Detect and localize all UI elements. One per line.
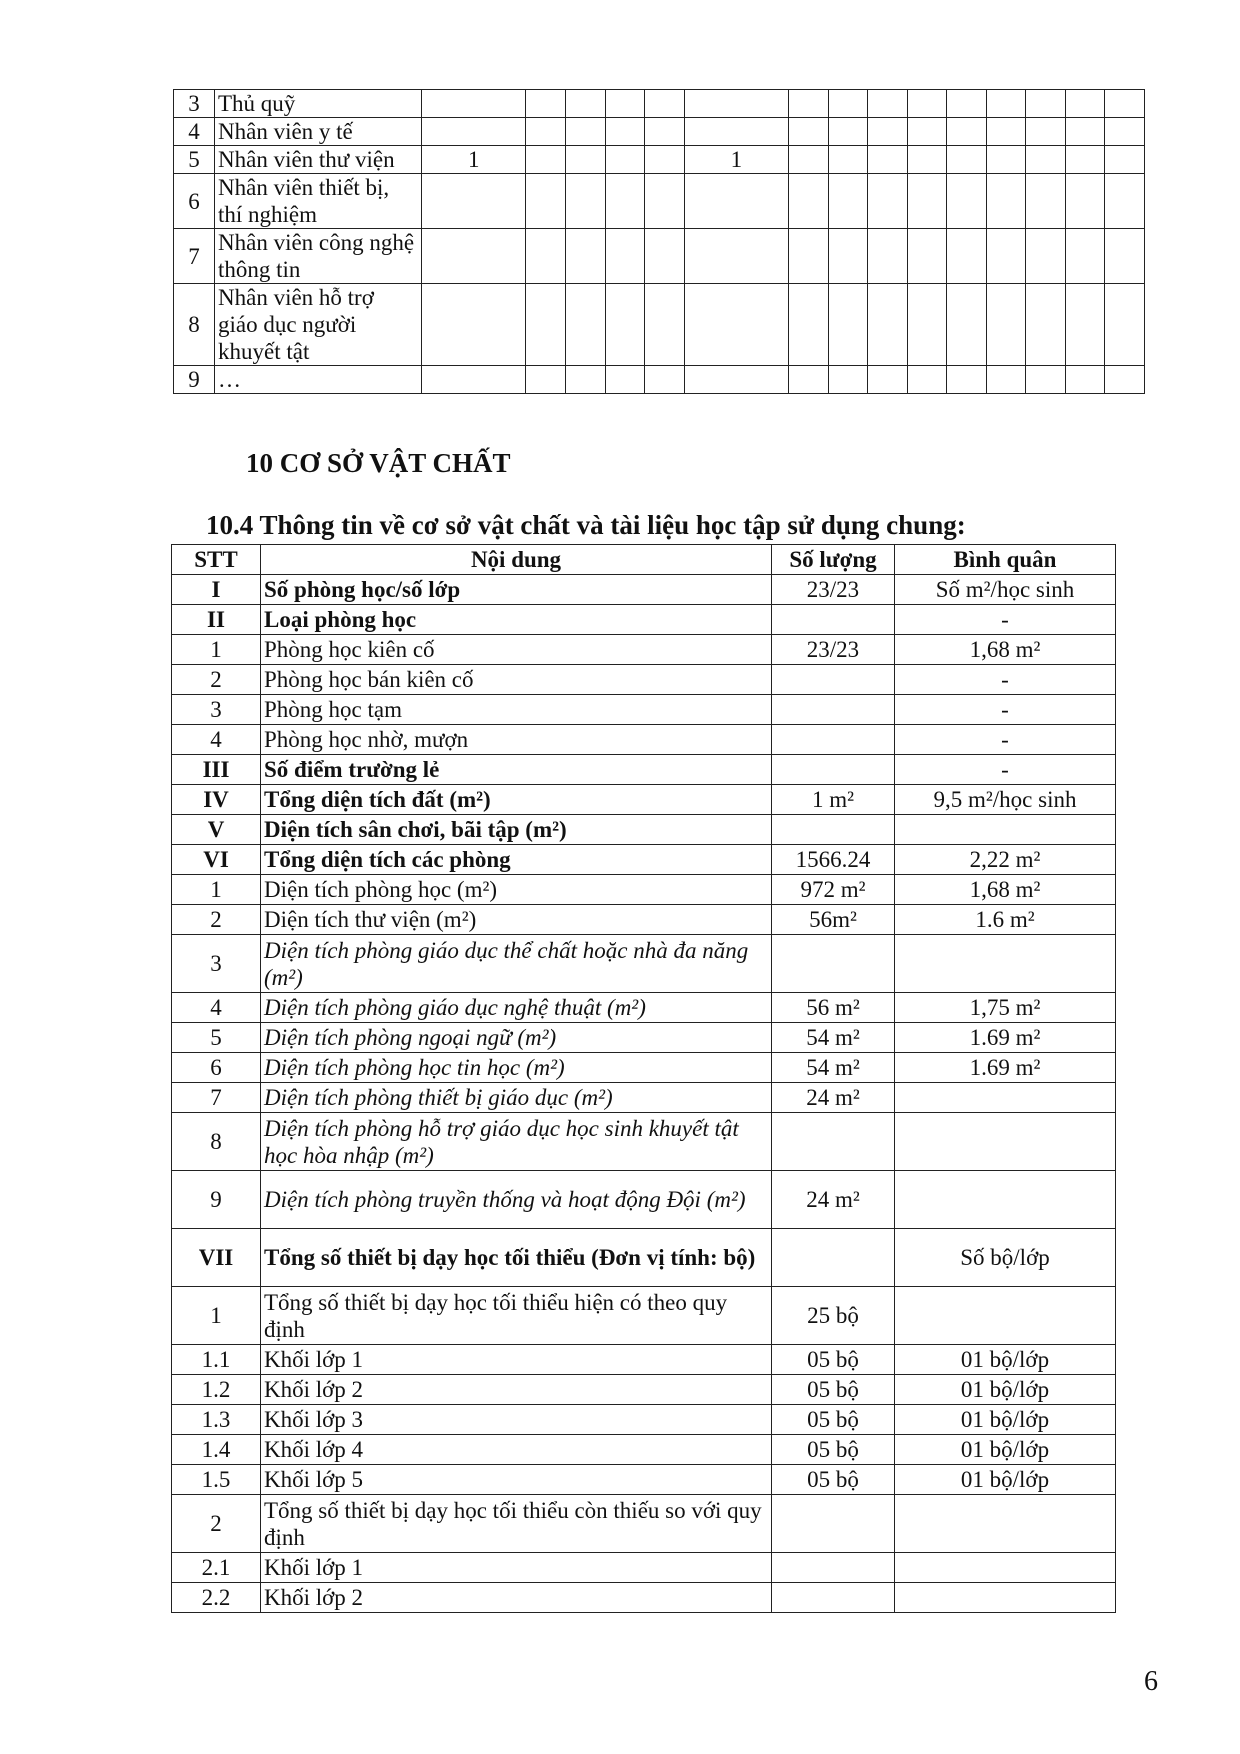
facility-stt: 1.3 — [172, 1405, 261, 1435]
facility-content: Khối lớp 1 — [261, 1553, 772, 1583]
facility-average: Số bộ/lớp — [895, 1229, 1116, 1287]
facility-quantity: 972 m² — [772, 875, 895, 905]
staff-row-value — [828, 284, 868, 366]
facility-quantity — [772, 935, 895, 993]
header-average: Bình quân — [895, 545, 1116, 575]
facility-quantity: 24 m² — [772, 1171, 895, 1229]
facility-average — [895, 1171, 1116, 1229]
facility-row — [172, 1113, 1116, 1171]
facility-quantity — [772, 695, 895, 725]
staff-row — [174, 146, 1145, 174]
facility-average: 1,68 m² — [895, 875, 1116, 905]
staff-row-value: 1 — [684, 146, 788, 174]
facility-content: Tổng số thiết bị dạy học tối thiểu hiện có theo quy định — [261, 1287, 772, 1345]
facility-average — [895, 815, 1116, 845]
facility-row — [172, 845, 1116, 875]
staff-row-value — [684, 284, 788, 366]
staff-row-value — [868, 118, 908, 146]
section-10-heading: 10 CƠ SỞ VẬT CHẤT — [246, 448, 511, 478]
staff-row-value — [828, 174, 868, 229]
facility-average: 1,68 m² — [895, 635, 1116, 665]
facility-content: Diện tích phòng học (m²) — [261, 875, 772, 905]
staff-row-value — [566, 146, 606, 174]
staff-row-value — [566, 284, 606, 366]
staff-row-value — [868, 146, 908, 174]
facility-row — [172, 875, 1116, 905]
facility-content: Tổng số thiết bị dạy học tối thiểu (Đơn vị tính: bộ) — [261, 1229, 772, 1287]
facility-stt: 3 — [172, 935, 261, 993]
facility-row — [172, 695, 1116, 725]
facility-content: Phòng học nhờ, mượn — [261, 725, 772, 755]
facility-average: 1.69 m² — [895, 1023, 1116, 1053]
staff-row-value — [1026, 118, 1066, 146]
facility-quantity — [772, 1583, 895, 1613]
staff-row-value — [422, 284, 526, 366]
facility-average: 01 bộ/lớp — [895, 1375, 1116, 1405]
facility-stt: II — [172, 605, 261, 635]
staff-row-value — [986, 174, 1026, 229]
staff-row-value — [684, 229, 788, 284]
staff-row-name: Nhân viên thư viện — [215, 146, 422, 174]
staff-row-value — [526, 366, 566, 394]
staff-row-number: 8 — [174, 284, 215, 366]
header-content: Nội dung — [261, 545, 772, 575]
facility-content: Diện tích thư viện (m²) — [261, 905, 772, 935]
staff-row-value — [947, 90, 987, 118]
staff-row-value — [1105, 146, 1145, 174]
staff-row-value — [986, 90, 1026, 118]
facility-content: Tổng diện tích đất (m²) — [261, 785, 772, 815]
staff-row-value — [789, 118, 829, 146]
facility-content: Diện tích phòng truyền thống và hoạt động Đội (m²) — [261, 1171, 772, 1229]
staff-row-value — [868, 366, 908, 394]
staff-table — [173, 89, 1145, 394]
facility-stt: 2 — [172, 905, 261, 935]
facility-content: Diện tích phòng giáo dục thể chất hoặc nhà đa năng (m²) — [261, 935, 772, 993]
facility-quantity — [772, 755, 895, 785]
facility-content: Diện tích sân chơi, bãi tập (m²) — [261, 815, 772, 845]
staff-row-value — [828, 90, 868, 118]
facility-row — [172, 935, 1116, 993]
facility-stt: 1.1 — [172, 1345, 261, 1375]
staff-row-value — [422, 90, 526, 118]
staff-row-value — [1026, 90, 1066, 118]
facility-stt: 1 — [172, 635, 261, 665]
staff-row-name: Nhân viên hỗ trợ giáo dục người khuyết tật — [215, 284, 422, 366]
facility-content: Khối lớp 1 — [261, 1345, 772, 1375]
staff-row-value: 1 — [422, 146, 526, 174]
staff-row-value — [566, 366, 606, 394]
facility-quantity — [772, 1495, 895, 1553]
facility-stt: I — [172, 575, 261, 605]
staff-row-value — [1026, 174, 1066, 229]
facility-average — [895, 1553, 1116, 1583]
staff-row-name: Nhân viên công nghệ thông tin — [215, 229, 422, 284]
staff-row-value — [422, 366, 526, 394]
facility-average: - — [895, 695, 1116, 725]
facility-content: Tổng số thiết bị dạy học tối thiểu còn thiếu so với quy định — [261, 1495, 772, 1553]
staff-row-value — [947, 229, 987, 284]
staff-row-value — [605, 229, 645, 284]
staff-row-value — [1065, 90, 1105, 118]
facility-row — [172, 1053, 1116, 1083]
facility-row — [172, 635, 1116, 665]
facility-content: Khối lớp 3 — [261, 1405, 772, 1435]
facility-row — [172, 1583, 1116, 1613]
staff-row-value — [526, 118, 566, 146]
facility-row — [172, 1287, 1116, 1345]
staff-row-value — [986, 366, 1026, 394]
facility-average — [895, 1083, 1116, 1113]
staff-row — [174, 118, 1145, 146]
facility-row — [172, 1405, 1116, 1435]
staff-row-value — [684, 366, 788, 394]
facility-content: Phòng học bán kiên cố — [261, 665, 772, 695]
staff-row-value — [526, 229, 566, 284]
facility-quantity — [772, 1553, 895, 1583]
facility-row — [172, 575, 1116, 605]
staff-row-value — [526, 146, 566, 174]
staff-row-value — [789, 146, 829, 174]
facility-stt: VII — [172, 1229, 261, 1287]
facility-content: Số phòng học/số lớp — [261, 575, 772, 605]
staff-row-value — [789, 366, 829, 394]
staff-row-value — [907, 366, 947, 394]
facility-table — [171, 544, 1116, 1613]
facility-row — [172, 1465, 1116, 1495]
staff-row-value — [868, 90, 908, 118]
facility-average: 9,5 m²/học sinh — [895, 785, 1116, 815]
facility-stt: IV — [172, 785, 261, 815]
facility-average: - — [895, 725, 1116, 755]
staff-row-name: Nhân viên thiết bị, thí nghiệm — [215, 174, 422, 229]
header-quantity: Số lượng — [772, 545, 895, 575]
facility-stt: 5 — [172, 1023, 261, 1053]
staff-row-value — [1105, 229, 1145, 284]
staff-row-value — [986, 146, 1026, 174]
facility-quantity: 1566.24 — [772, 845, 895, 875]
facility-row — [172, 1435, 1116, 1465]
staff-row-value — [789, 90, 829, 118]
staff-row-value — [566, 118, 606, 146]
staff-row-value — [1065, 146, 1105, 174]
facility-average: 1.69 m² — [895, 1053, 1116, 1083]
staff-row-value — [868, 229, 908, 284]
staff-row-value — [645, 366, 685, 394]
staff-row-value — [986, 284, 1026, 366]
facility-quantity: 25 bộ — [772, 1287, 895, 1345]
staff-row-value — [907, 146, 947, 174]
staff-row-value — [566, 90, 606, 118]
facility-stt: 3 — [172, 695, 261, 725]
staff-row-value — [1065, 174, 1105, 229]
facility-stt: 1.5 — [172, 1465, 261, 1495]
facility-quantity: 23/23 — [772, 635, 895, 665]
facility-average: 01 bộ/lớp — [895, 1405, 1116, 1435]
facility-stt: 1 — [172, 1287, 261, 1345]
facility-stt: 1.2 — [172, 1375, 261, 1405]
facility-average: 1.6 m² — [895, 905, 1116, 935]
facility-row — [172, 1553, 1116, 1583]
staff-row-value — [605, 284, 645, 366]
facility-content: Diện tích phòng thiết bị giáo dục (m²) — [261, 1083, 772, 1113]
staff-row-value — [684, 90, 788, 118]
staff-row-value — [947, 146, 987, 174]
staff-row-value — [1065, 118, 1105, 146]
staff-row-value — [907, 90, 947, 118]
facility-stt: 7 — [172, 1083, 261, 1113]
staff-row-value — [684, 118, 788, 146]
staff-row-value — [645, 229, 685, 284]
facility-quantity: 05 bộ — [772, 1375, 895, 1405]
facility-content: Khối lớp 4 — [261, 1435, 772, 1465]
staff-row-number: 4 — [174, 118, 215, 146]
staff-row-value — [789, 229, 829, 284]
staff-row-value — [828, 146, 868, 174]
facility-stt: 9 — [172, 1171, 261, 1229]
staff-row-number: 6 — [174, 174, 215, 229]
staff-row-value — [1026, 284, 1066, 366]
staff-row-value — [986, 229, 1026, 284]
staff-row-value — [789, 284, 829, 366]
staff-row-value — [684, 174, 788, 229]
staff-row-value — [1065, 229, 1105, 284]
facility-average: 2,22 m² — [895, 845, 1116, 875]
staff-row-value — [422, 229, 526, 284]
staff-row-value — [605, 174, 645, 229]
staff-row-value — [1026, 146, 1066, 174]
staff-row-value — [566, 229, 606, 284]
staff-row-value — [605, 146, 645, 174]
facility-row — [172, 1345, 1116, 1375]
staff-row-value — [907, 174, 947, 229]
facility-row — [172, 1229, 1116, 1287]
facility-content: Phòng học tạm — [261, 695, 772, 725]
facility-content: Khối lớp 2 — [261, 1375, 772, 1405]
facility-row — [172, 605, 1116, 635]
facility-average — [895, 1113, 1116, 1171]
facility-average: - — [895, 755, 1116, 785]
staff-row-name: Thủ quỹ — [215, 90, 422, 118]
staff-row-number: 7 — [174, 229, 215, 284]
facility-stt: 2.2 — [172, 1583, 261, 1613]
staff-row-value — [1105, 118, 1145, 146]
facility-quantity: 23/23 — [772, 575, 895, 605]
staff-row-value — [526, 174, 566, 229]
facility-row — [172, 1375, 1116, 1405]
staff-row-value — [986, 118, 1026, 146]
staff-row-number: 9 — [174, 366, 215, 394]
staff-row-value — [645, 146, 685, 174]
section-10-4-heading: 10.4 Thông tin về cơ sở vật chất và tài liệu học tập sử dụng chung: — [206, 510, 966, 540]
facility-row — [172, 993, 1116, 1023]
facility-row — [172, 785, 1116, 815]
facility-average: 01 bộ/lớp — [895, 1435, 1116, 1465]
staff-row-value — [645, 90, 685, 118]
staff-row-value — [789, 174, 829, 229]
facility-content: Diện tích phòng học tin học (m²) — [261, 1053, 772, 1083]
facility-stt: 1 — [172, 875, 261, 905]
facility-quantity: 05 bộ — [772, 1465, 895, 1495]
facility-stt: 4 — [172, 725, 261, 755]
facility-stt: III — [172, 755, 261, 785]
facility-row — [172, 725, 1116, 755]
staff-row-value — [947, 118, 987, 146]
staff-row-value — [1105, 366, 1145, 394]
facility-quantity: 54 m² — [772, 1053, 895, 1083]
facility-quantity — [772, 605, 895, 635]
facility-row — [172, 1083, 1116, 1113]
facility-quantity: 24 m² — [772, 1083, 895, 1113]
facility-row — [172, 1023, 1116, 1053]
staff-row-value — [605, 118, 645, 146]
staff-row-value — [526, 90, 566, 118]
staff-row-value — [645, 118, 685, 146]
staff-row-value — [422, 118, 526, 146]
facility-stt: 2 — [172, 1495, 261, 1553]
staff-row-value — [526, 284, 566, 366]
facility-stt: 6 — [172, 1053, 261, 1083]
facility-content: Loại phòng học — [261, 605, 772, 635]
facility-stt: 8 — [172, 1113, 261, 1171]
staff-row — [174, 90, 1145, 118]
facility-average: 01 bộ/lớp — [895, 1465, 1116, 1495]
facility-content: Số điểm trường lẻ — [261, 755, 772, 785]
staff-row-value — [1026, 229, 1066, 284]
staff-row-value — [645, 284, 685, 366]
facility-quantity: 54 m² — [772, 1023, 895, 1053]
staff-row — [174, 174, 1145, 229]
facility-quantity: 05 bộ — [772, 1345, 895, 1375]
staff-row-name: … — [215, 366, 422, 394]
staff-row-value — [566, 174, 606, 229]
facility-stt: VI — [172, 845, 261, 875]
facility-average: Số m²/học sinh — [895, 575, 1116, 605]
staff-row-value — [828, 229, 868, 284]
facility-stt: V — [172, 815, 261, 845]
staff-row-value — [828, 118, 868, 146]
facility-average — [895, 1583, 1116, 1613]
staff-row-value — [1105, 174, 1145, 229]
facility-row — [172, 1495, 1116, 1553]
staff-row-value — [828, 366, 868, 394]
staff-row-value — [1065, 284, 1105, 366]
staff-row-value — [907, 229, 947, 284]
staff-row-value — [605, 366, 645, 394]
facility-quantity: 1 m² — [772, 785, 895, 815]
staff-row-value — [947, 366, 987, 394]
facility-average — [895, 935, 1116, 993]
header-stt: STT — [172, 545, 261, 575]
staff-row — [174, 229, 1145, 284]
facility-row — [172, 905, 1116, 935]
facility-quantity — [772, 815, 895, 845]
staff-row — [174, 284, 1145, 366]
staff-row-value — [645, 174, 685, 229]
facility-stt: 1.4 — [172, 1435, 261, 1465]
facility-content: Khối lớp 5 — [261, 1465, 772, 1495]
facility-average: - — [895, 665, 1116, 695]
facility-stt: 4 — [172, 993, 261, 1023]
staff-row-value — [868, 284, 908, 366]
facility-average — [895, 1287, 1116, 1345]
facility-average: 1,75 m² — [895, 993, 1116, 1023]
facility-header-row — [172, 545, 1116, 575]
facility-content: Diện tích phòng ngoại ngữ (m²) — [261, 1023, 772, 1053]
staff-row — [174, 366, 1145, 394]
facility-content: Diện tích phòng giáo dục nghệ thuật (m²) — [261, 993, 772, 1023]
facility-average — [895, 1495, 1116, 1553]
facility-quantity — [772, 725, 895, 755]
facility-quantity — [772, 1113, 895, 1171]
facility-stt: 2 — [172, 665, 261, 695]
staff-row-value — [1105, 90, 1145, 118]
facility-quantity: 05 bộ — [772, 1405, 895, 1435]
page-number: 6 — [1144, 1666, 1158, 1697]
facility-stt: 2.1 — [172, 1553, 261, 1583]
facility-content: Diện tích phòng hỗ trợ giáo dục học sinh khuyết tật học hòa nhập (m²) — [261, 1113, 772, 1171]
facility-quantity — [772, 1229, 895, 1287]
facility-row — [172, 755, 1116, 785]
staff-row-value — [947, 174, 987, 229]
facility-average: 01 bộ/lớp — [895, 1345, 1116, 1375]
facility-row — [172, 1171, 1116, 1229]
facility-quantity: 05 bộ — [772, 1435, 895, 1465]
staff-row-value — [1026, 366, 1066, 394]
staff-row-value — [868, 174, 908, 229]
facility-content: Tổng diện tích các phòng — [261, 845, 772, 875]
facility-quantity: 56m² — [772, 905, 895, 935]
staff-row-value — [947, 284, 987, 366]
staff-row-value — [422, 174, 526, 229]
facility-content: Phòng học kiên cố — [261, 635, 772, 665]
staff-row-value — [907, 118, 947, 146]
staff-row-number: 5 — [174, 146, 215, 174]
facility-row — [172, 815, 1116, 845]
staff-row-number: 3 — [174, 90, 215, 118]
facility-quantity: 56 m² — [772, 993, 895, 1023]
staff-row-value — [1065, 366, 1105, 394]
staff-row-value — [1105, 284, 1145, 366]
facility-content: Khối lớp 2 — [261, 1583, 772, 1613]
facility-quantity — [772, 665, 895, 695]
staff-row-value — [605, 90, 645, 118]
staff-row-value — [907, 284, 947, 366]
staff-row-name: Nhân viên y tế — [215, 118, 422, 146]
facility-average: - — [895, 605, 1116, 635]
facility-row — [172, 665, 1116, 695]
